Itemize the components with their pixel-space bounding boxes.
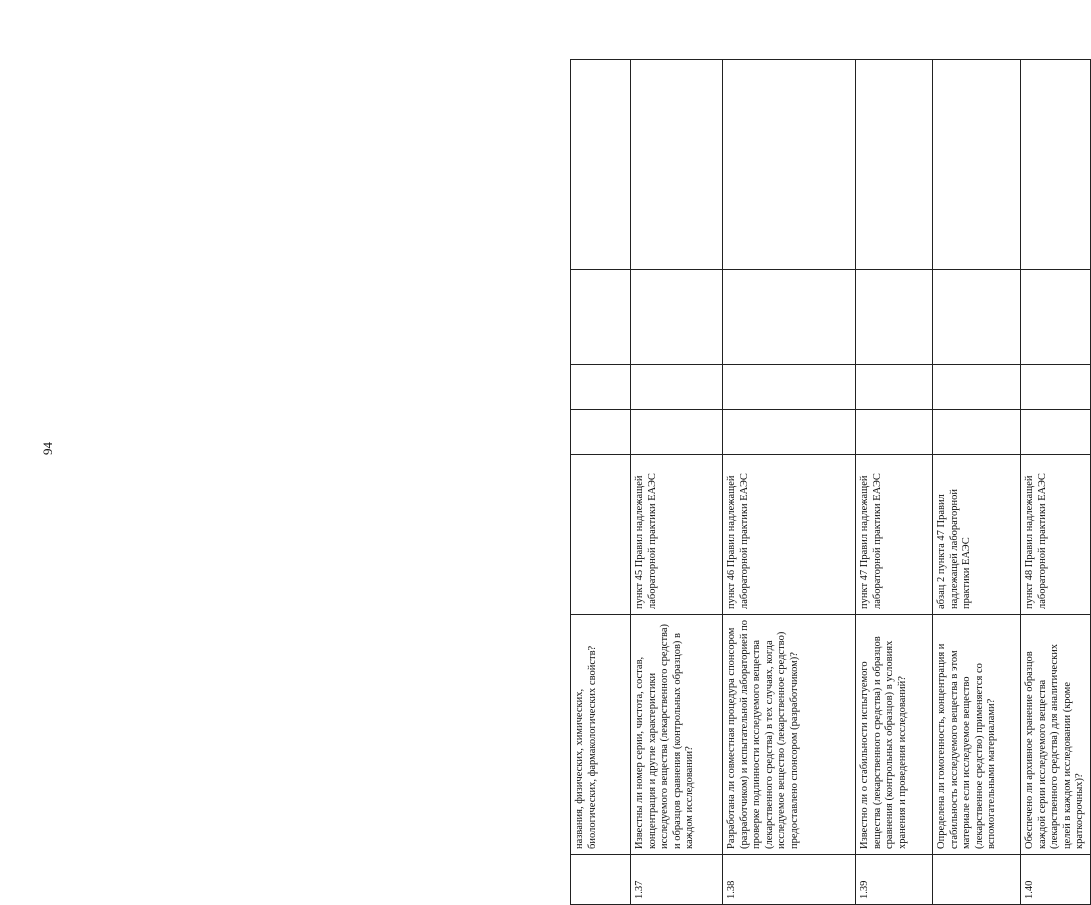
rotated-checklist-page [570, 60, 1085, 905]
reference-cell: пункт 48 Правил надлежащей лабораторной практики ЕАЭС [1021, 455, 1091, 615]
question-cell: Известны ли номер серии, чистота, состав, концентрация и другие характеристики исследуемого вещества (лекарственного средства) и образцов сравнения (контрольных образцов) в каждом исследовании? [631, 615, 723, 855]
table-row [856, 60, 933, 905]
table-row [571, 60, 631, 905]
table-row [631, 60, 723, 905]
empty-cell [631, 270, 723, 365]
empty-cell [571, 365, 631, 410]
page-number: 94 [40, 442, 55, 455]
row-number [571, 855, 631, 905]
empty-cell [571, 60, 631, 270]
empty-cell [631, 410, 723, 455]
row-number: 1.39 [856, 855, 933, 905]
reference-cell: пункт 46 Правил надлежащей лабораторной практики ЕАЭС [723, 455, 856, 615]
row-number: 1.38 [723, 855, 856, 905]
reference-cell [571, 455, 631, 615]
reference-cell: пункт 47 Правил надлежащей лабораторной практики ЕАЭС [856, 455, 933, 615]
question-cell: названия, физических, химических, биологических, фармакологических свойств? [571, 615, 631, 855]
reference-cell: абзац 2 пункта 47 Правил надлежащей лабораторной практики ЕАЭС [933, 455, 1021, 615]
row-number: 1.40 [1021, 855, 1091, 905]
empty-cell [856, 365, 933, 410]
table-row [933, 60, 1021, 905]
empty-cell [1021, 410, 1091, 455]
empty-cell [1021, 60, 1091, 270]
question-cell: Разработана ли совместная процедура спонсором (разработчиком) и испытательной лабораторией по проверке подлинности исследуемого вещества (лекарственного средства) в тех случаях, когда исследуемое вещество (лекарственное средство) предоставлено спонсором (разработчиком)? [723, 615, 856, 855]
empty-cell [1021, 365, 1091, 410]
empty-cell [723, 410, 856, 455]
empty-cell [723, 365, 856, 410]
empty-cell [631, 60, 723, 270]
reference-cell: пункт 45 Правил надлежащей лабораторной практики ЕАЭС [631, 455, 723, 615]
table-row [1021, 60, 1091, 905]
empty-cell [1021, 270, 1091, 365]
empty-cell [933, 60, 1021, 270]
empty-cell [571, 270, 631, 365]
row-number [933, 855, 1021, 905]
empty-cell [856, 410, 933, 455]
empty-cell [856, 60, 933, 270]
question-cell: Обеспечено ли архивное хранение образцов каждой серии исследуемого вещества (лекарственного средства) для аналитических целей в каждом исследовании (кроме краткосрочных)? [1021, 615, 1091, 855]
empty-cell [723, 270, 856, 365]
question-cell: Определена ли гомогенность, концентрация и стабильность исследуемого вещества в этом материале если исследуемое вещество (лекарственное средство) применяется со вспомогательными материалами? [933, 615, 1021, 855]
checklist-table [570, 59, 1091, 905]
table-row [723, 60, 856, 905]
empty-cell [571, 410, 631, 455]
empty-cell [933, 410, 1021, 455]
empty-cell [723, 60, 856, 270]
empty-cell [856, 270, 933, 365]
empty-cell [631, 365, 723, 410]
empty-cell [933, 270, 1021, 365]
empty-cell [933, 365, 1021, 410]
question-cell: Известно ли о стабильности испытуемого вещества (лекарственного средства) и образцов сравнения (контрольных образцов) в условиях хранения и проведения исследований? [856, 615, 933, 855]
row-number: 1.37 [631, 855, 723, 905]
